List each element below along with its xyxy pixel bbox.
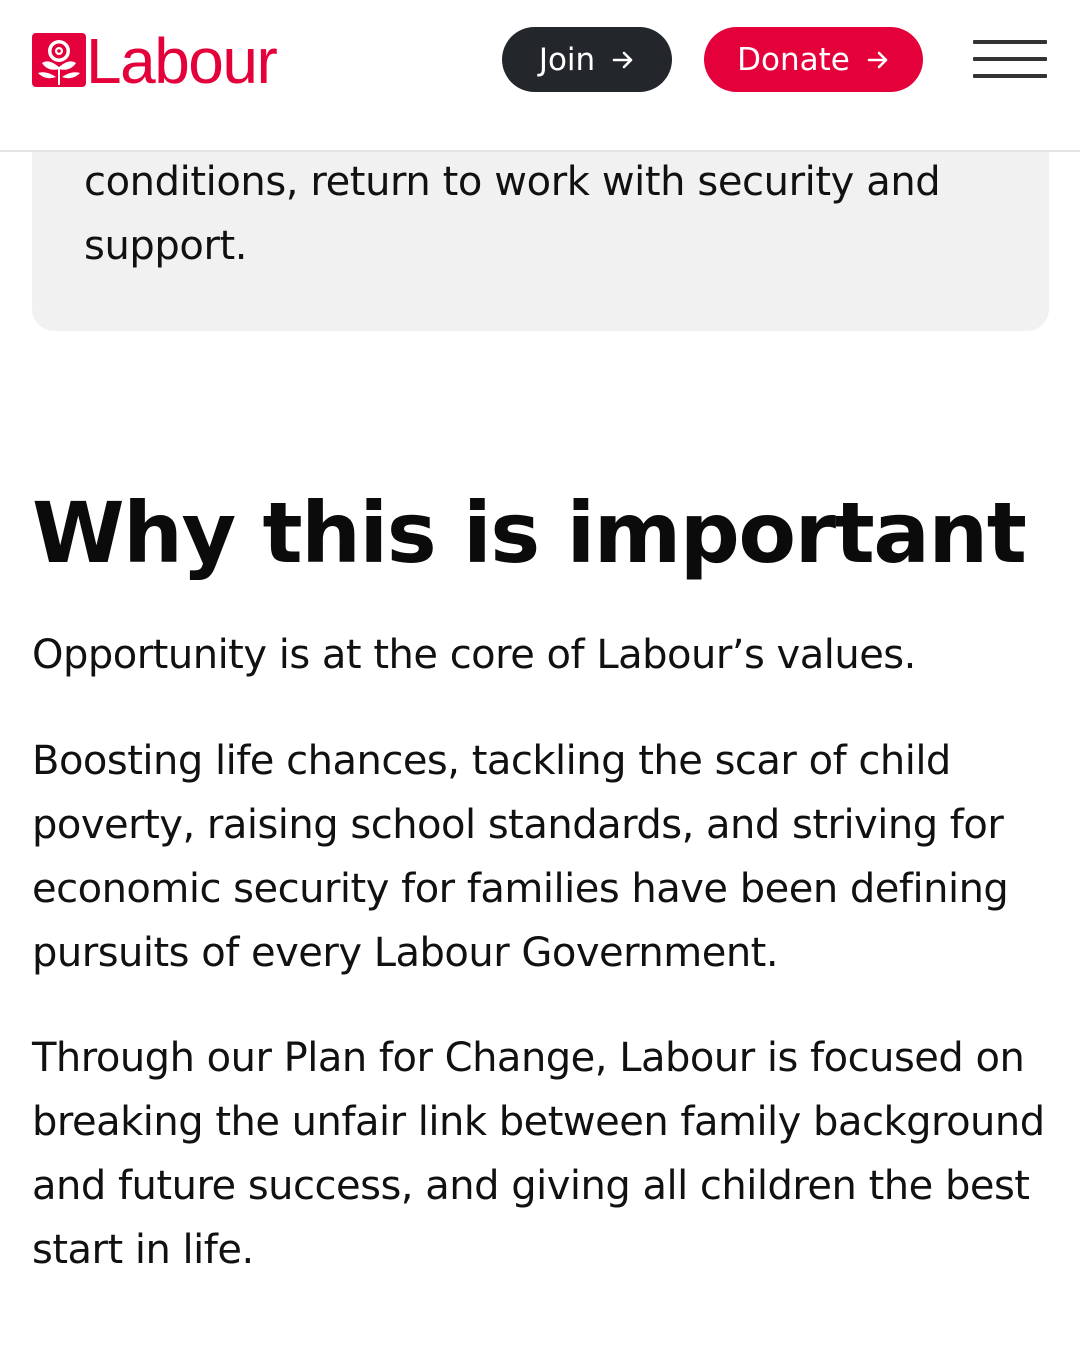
rose-icon (32, 33, 86, 87)
hamburger-menu-icon[interactable] (973, 40, 1047, 78)
donate-label: Donate (737, 41, 850, 78)
paragraph: Opportunity is at the core of Labour’s values. (32, 632, 916, 678)
paragraph: Boosting life chances, tackling the scar of child poverty, raising school standards, and striving for economic security for families have been defining pursuits of every Labour Government. (32, 738, 1009, 976)
site-header (0, 0, 1080, 152)
arrow-right-icon (866, 48, 890, 72)
join-button[interactable] (502, 27, 672, 92)
donate-button[interactable] (704, 27, 923, 92)
join-label: Join (538, 41, 596, 78)
labour-logo-link[interactable] (32, 25, 277, 97)
logo-text: Labour (86, 25, 277, 97)
section-title: Why this is important (32, 484, 1026, 582)
paragraph: Through our Plan for Change, Labour is focused on breaking the unfair link between family background and future success, and giving all children the best start in life. (32, 1035, 1045, 1273)
card-text: conditions, return to work with security and support. (84, 159, 941, 269)
arrow-right-icon (611, 48, 635, 72)
